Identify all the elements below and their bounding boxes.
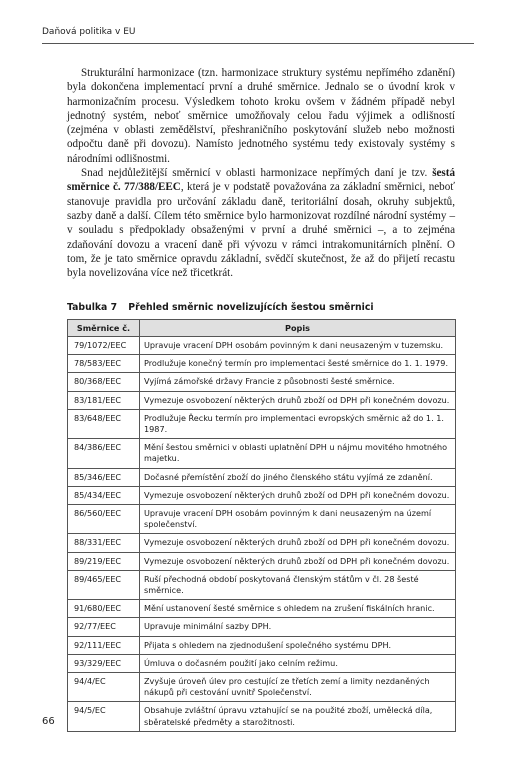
directive-id-cell: 85/434/EEC <box>68 486 140 504</box>
directives-table <box>67 319 456 732</box>
directive-id-cell: 83/181/EEC <box>68 391 140 409</box>
table-row <box>68 468 456 486</box>
table-row <box>68 409 456 438</box>
directive-description-cell: Upravuje vracení DPH osobám povinným k dani neusazeným v tuzemsku. <box>140 337 456 355</box>
directive-description-cell: Ruší přechodná období poskytovaná členským státům v čl. 28 šesté směrnice. <box>140 570 456 599</box>
table-row <box>68 505 456 534</box>
table-row <box>68 355 456 373</box>
paragraph-2-start: Snad nejdůležitější směrnicí v oblasti harmonizace nepřímých daní je tzv. <box>81 167 433 180</box>
table-caption <box>67 302 457 313</box>
directive-id-cell: 92/77/EEC <box>68 618 140 636</box>
body-text <box>67 66 455 280</box>
table-caption-number: Tabulka 7 <box>67 302 118 313</box>
table-row <box>68 439 456 468</box>
directive-description-cell: Vymezuje osvobození některých druhů zboží od DPH při konečném dovozu. <box>140 534 456 552</box>
directive-id-cell: 91/680/EEC <box>68 600 140 618</box>
directive-description-cell: Mění ustanovení šesté směrnice s ohledem na zrušení fiskálních hranic. <box>140 600 456 618</box>
sixth-directive-emphasis: šestá směrnice č. 77/388/EEC <box>67 167 455 194</box>
directive-description-cell: Upravuje minimální sazby DPH. <box>140 618 456 636</box>
directive-id-cell: 86/560/EEC <box>68 505 140 534</box>
directive-description-cell: Obsahuje zvláštní úpravu vztahující se na použité zboží, umělecká díla, sběratelské předměty a starožitnosti. <box>140 702 456 731</box>
table-caption-title: Přehled směrnic novelizujících šestou směrnici <box>128 302 374 313</box>
directive-id-cell: 89/219/EEC <box>68 552 140 570</box>
paragraph-2 <box>67 166 455 280</box>
page-number: 66 <box>42 716 55 727</box>
paragraph-2-end: , která je v podstatě považována za základní směrnici, neboť stanovuje pravidla pro určování základu daně, teritoriální dosah, okruhy subjektů, sazby daně a další. Cílem této směrnice bylo harmonizovat rozdílné národní systémy – v souladu s předpoklady obsaženými v první a druhé směrnici –, a to zejména zdaňování dovozu a vracení daně při vývozu v rámci intrakomunitárních plnění. O tom, že je tato směrnice opravdu základní, svědčí skutečnost, že až do přijetí recastu byla novelizována více než třicetkrát. <box>67 181 455 280</box>
directive-id-cell: 85/346/EEC <box>68 468 140 486</box>
table-row <box>68 570 456 599</box>
table-row <box>68 654 456 672</box>
directive-description-cell: Úmluva o dočasném použití jako celním režimu. <box>140 654 456 672</box>
directive-id-cell: 88/331/EEC <box>68 534 140 552</box>
running-head <box>42 27 474 44</box>
directive-description-cell: Mění šestou směrnici v oblasti uplatnění DPH u nájmu movitého hmotného majetku. <box>140 439 456 468</box>
table-row <box>68 636 456 654</box>
directive-id-cell: 80/368/EEC <box>68 373 140 391</box>
table-body <box>68 337 456 732</box>
table-row <box>68 391 456 409</box>
header-directive-id: Směrnice č. <box>68 320 140 337</box>
directive-id-cell: 94/5/EC <box>68 702 140 731</box>
table-row <box>68 673 456 702</box>
directive-description-cell: Vyjímá zámořské državy Francie z působnosti šesté směrnice. <box>140 373 456 391</box>
directive-description-cell: Upravuje vracení DPH osobám povinným k dani neusazeným na území společenství. <box>140 505 456 534</box>
directive-description-cell: Vymezuje osvobození některých druhů zboží od DPH při konečném dovozu. <box>140 391 456 409</box>
table-row <box>68 486 456 504</box>
paragraph-1: Strukturální harmonizace (tzn. harmonizace struktury systému nepřímého zdanění) byla dokončena implementací první a druhé směrnice. Jednalo se o úvodní krok v harmonizačním procesu. Výsledkem tohoto kroku ovšem v žádném případě nebyl jednotný systém, neboť směrnice umožňovaly celou řadu výjimek a odlišností (zejména v oblasti zemědělství, přeshraničního poskytování služeb nebo možnosti odpočtu daně při dovozu). Namísto jednotného systému tedy existovaly systémy s národními odlišnostmi. <box>67 67 455 165</box>
directive-id-cell: 78/583/EEC <box>68 355 140 373</box>
table-header-row <box>68 320 456 337</box>
table-row <box>68 702 456 731</box>
table-row <box>68 373 456 391</box>
directive-description-cell: Zvyšuje úroveň úlev pro cestující ze třetích zemí a limity nezdaněných nákupů při cestování uvnitř Společenství. <box>140 673 456 702</box>
directive-description-cell: Přijata s ohledem na zjednodušení společného systému DPH. <box>140 636 456 654</box>
table-row <box>68 337 456 355</box>
directive-id-cell: 84/386/EEC <box>68 439 140 468</box>
table-row <box>68 552 456 570</box>
directive-description-cell: Vymezuje osvobození některých druhů zboží od DPH při konečném dovozu. <box>140 552 456 570</box>
directive-id-cell: 89/465/EEC <box>68 570 140 599</box>
header-description: Popis <box>140 320 456 337</box>
table-row <box>68 618 456 636</box>
directive-description-cell: Dočasné přemístění zboží do jiného členského státu vyjímá ze zdanění. <box>140 468 456 486</box>
directive-description-cell: Vymezuje osvobození některých druhů zboží od DPH při konečném dovozu. <box>140 486 456 504</box>
running-title: Daňová politika v EU <box>42 27 136 37</box>
directive-id-cell: 83/648/EEC <box>68 409 140 438</box>
directive-description-cell: Prodlužuje Řecku termín pro implementaci evropských směrnic až do 1. 1. 1987. <box>140 409 456 438</box>
table-row <box>68 534 456 552</box>
directive-id-cell: 94/4/EC <box>68 673 140 702</box>
table-row <box>68 600 456 618</box>
directive-id-cell: 92/111/EEC <box>68 636 140 654</box>
directive-description-cell: Prodlužuje konečný termín pro implementaci šesté směrnice do 1. 1. 1979. <box>140 355 456 373</box>
directive-id-cell: 79/1072/EEC <box>68 337 140 355</box>
directive-id-cell: 93/329/EEC <box>68 654 140 672</box>
